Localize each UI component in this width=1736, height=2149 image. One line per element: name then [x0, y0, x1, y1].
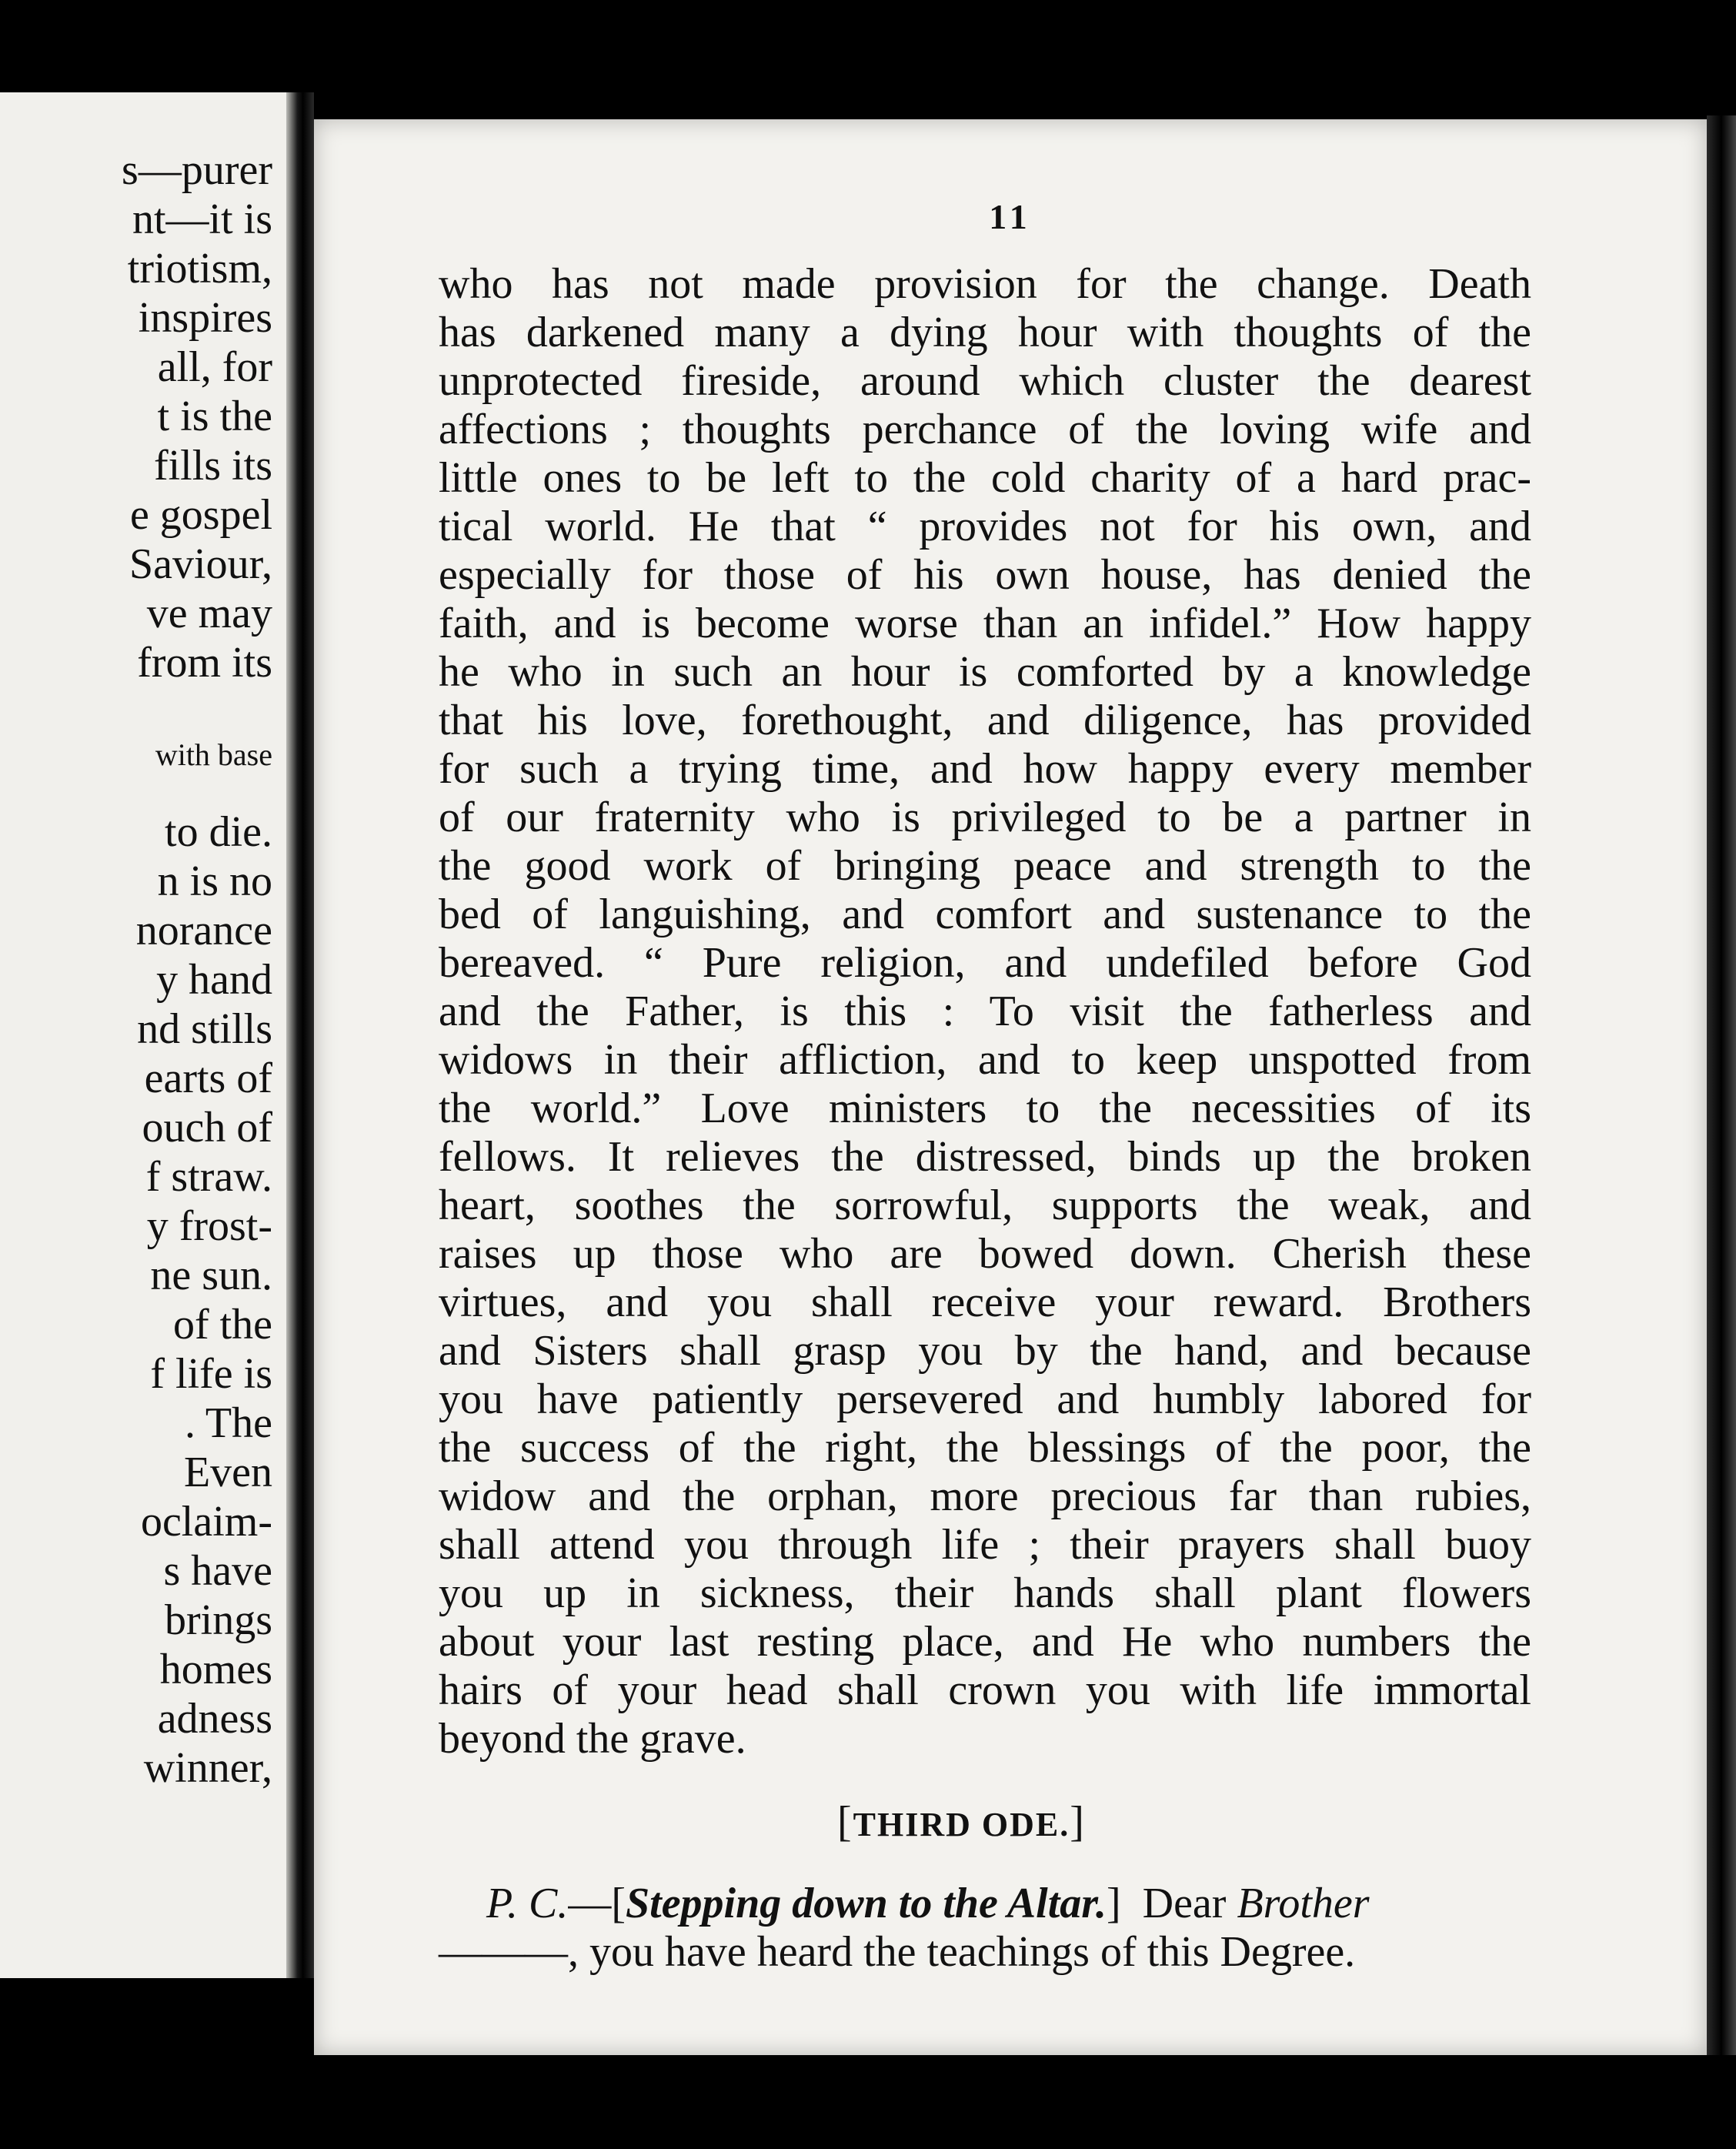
text-line: fellows. It relieves the distressed, binds up the broken — [439, 1133, 1531, 1181]
left-text-line: from its — [137, 639, 272, 687]
text-line: that his love, forethought, and diligence, has provided — [439, 697, 1531, 744]
address-brother: Brother — [1237, 1880, 1370, 1927]
left-page-fragment — [0, 92, 286, 1978]
text-line: and Sisters shall grasp you by the hand, and because — [439, 1327, 1531, 1375]
left-text-line: . The — [184, 1399, 272, 1447]
left-text-line: f straw. — [145, 1153, 272, 1201]
left-text-line: nd stills — [137, 1005, 272, 1053]
text-line: shall attend you through life ; their prayers shall buoy — [439, 1521, 1531, 1569]
text-line: virtues, and you shall receive your reward. Brothers — [439, 1278, 1531, 1326]
text-line: you have patiently persevered and humbly labored for — [439, 1375, 1531, 1423]
speaker-dash: — — [568, 1880, 612, 1927]
text-line: widow and the orphan, more precious far than rubies, — [439, 1472, 1531, 1520]
text-line: unprotected fireside, around which cluster the dearest — [439, 357, 1531, 405]
text-line: of our fraternity who is privileged to be a partner in — [439, 794, 1531, 841]
left-text-line: e gospel — [129, 491, 272, 539]
left-text-line: s—purer — [122, 146, 272, 194]
text-line: has darkened many a dying hour with thoughts of the — [439, 309, 1531, 356]
address-text: Dear — [1142, 1880, 1227, 1927]
text-line: widows in their affliction, and to keep unspotted from — [439, 1036, 1531, 1084]
left-text-line: winner, — [143, 1744, 272, 1792]
text-line: affections ; thoughts perchance of the loving wife and — [439, 406, 1531, 453]
body-paragraph — [439, 260, 1531, 1763]
stage-direction: Stepping down to the Altar. — [626, 1880, 1107, 1927]
left-text-line: fills its — [153, 442, 272, 490]
left-text-line: s have — [163, 1547, 272, 1595]
book-gutter — [286, 92, 314, 1978]
left-text-line: ne sun. — [150, 1252, 272, 1299]
text-line: who has not made provision for the change. Death — [439, 260, 1531, 308]
text-line: the success of the right, the blessings of the poor, the — [439, 1424, 1531, 1472]
text-line: tical world. He that “ provides not for his own, and — [439, 503, 1531, 550]
left-text-line: f life is — [150, 1350, 272, 1398]
pc-instruction-line-1: P. C.—[Stepping down to the Altar.] Dear Brother — [486, 1880, 1370, 1927]
left-text-line: adness — [157, 1695, 272, 1743]
text-line: he who in such an hour is comforted by a knowledge — [439, 648, 1531, 696]
text-line: the good work of bringing peace and strength to the — [439, 842, 1531, 890]
left-text-line: inspires — [138, 294, 272, 342]
page-number: 11 — [989, 197, 1032, 236]
left-text-line: y frost- — [146, 1202, 272, 1250]
text-line: bereaved. “ Pure religion, and undefiled before God — [439, 939, 1531, 987]
text-line: little ones to be left to the cold charity of a hard prac- — [439, 454, 1531, 502]
left-text-line: ve may — [146, 590, 272, 637]
left-text-line: Saviour, — [129, 540, 272, 588]
text-line: about your last resting place, and He who numbers the — [439, 1618, 1531, 1666]
text-line: and the Father, is this : To visit the fatherless and — [439, 988, 1531, 1035]
left-text-line: homes — [159, 1646, 272, 1693]
ode-heading-text: THIRD ODE. — [853, 1806, 1070, 1843]
text-line: raises up those who are bowed down. Cherish these — [439, 1230, 1531, 1278]
left-text-line: y hand — [156, 956, 272, 1004]
pc-instruction-line-2 — [439, 1928, 1531, 1977]
left-text-line: with base — [155, 737, 272, 772]
scan-border-bottom — [0, 2063, 1736, 2149]
left-text-line: t is the — [157, 393, 272, 440]
left-text-line: ouch of — [142, 1104, 272, 1151]
text-line: bed of languishing, and comfort and sustenance to the — [439, 891, 1531, 938]
speaker-label: P. C. — [486, 1880, 569, 1927]
left-text-line: nt—it is — [132, 196, 272, 243]
text-line: for such a trying time, and how happy every member — [439, 745, 1531, 793]
left-text-line: n is no — [157, 857, 272, 905]
text-line: hairs of your head shall crown you with life immortal — [439, 1666, 1531, 1714]
left-text-line: Even — [183, 1449, 272, 1496]
left-text-line: brings — [165, 1596, 272, 1644]
text-line: faith, and is become worse than an infidel.” How happy — [439, 600, 1531, 647]
page-edge-shadow — [1707, 115, 1736, 2055]
left-text-line: to die. — [165, 808, 272, 856]
text-line: heart, soothes the sorrowful, supports the weak, and — [439, 1181, 1531, 1229]
left-text-line: oclaim- — [140, 1498, 272, 1546]
scan-border-top — [0, 0, 1736, 85]
left-text-line: earts of — [144, 1054, 272, 1102]
name-blank: ——— — [439, 1928, 568, 1976]
address-continuation: , you have heard the teachings of this Degree. — [568, 1928, 1356, 1976]
ode-heading: [THIRD ODE.] — [837, 1798, 1086, 1846]
right-page — [314, 119, 1707, 2055]
left-text-line: of the — [172, 1301, 272, 1349]
text-line: the world.” Love ministers to the necessities of its — [439, 1085, 1531, 1132]
text-line: beyond the grave. — [439, 1715, 746, 1763]
text-line: especially for those of his own house, has denied the — [439, 551, 1531, 599]
left-text-line: all, for — [157, 343, 272, 391]
left-text-line: triotism, — [127, 245, 272, 292]
text-line: you up in sickness, their hands shall plant flowers — [439, 1569, 1531, 1617]
left-text-line: norance — [135, 907, 272, 954]
